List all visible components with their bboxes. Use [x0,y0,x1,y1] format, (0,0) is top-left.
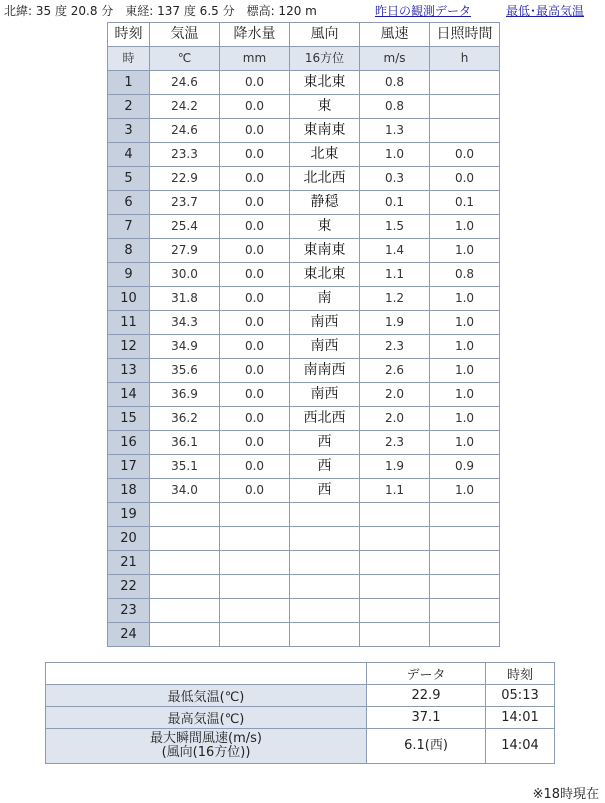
table-row [108,623,500,647]
temp-cell: 23.7 [150,191,220,215]
precip-cell: 0.0 [220,359,290,383]
table-row [108,119,500,143]
precip-cell: 0.0 [220,455,290,479]
temp-cell: 24.6 [150,71,220,95]
unit-header-row [108,47,500,71]
precip-cell: 0.0 [220,311,290,335]
table-row [108,503,500,527]
row-hour-cell: 18 [108,479,150,503]
col-header-wind-speed: 風速 [360,23,430,47]
wind-speed-cell: 1.1 [360,263,430,287]
wind-dir-cell: 西 [290,479,360,503]
summary-col-time: 時刻 [486,663,555,685]
table-row [108,575,500,599]
station-location: 北緯: 35 度 20.8 分 東経: 137 度 6.5 分 標高: 120 m [4,4,317,18]
sunshine-cell: 1.0 [430,431,500,455]
summary-value: 6.1(西) [367,729,486,764]
row-hour-cell: 17 [108,455,150,479]
observation-rows [108,71,500,647]
wind-dir-cell: 東 [290,215,360,239]
row-hour-cell: 1 [108,71,150,95]
summary-row-min-temp [46,685,555,707]
col-header-sunshine: 日照時間 [430,23,500,47]
wind-speed-cell: 2.0 [360,383,430,407]
wind-dir-cell: 東南東 [290,239,360,263]
sunshine-cell: 0.9 [430,455,500,479]
sunshine-cell: 1.0 [430,335,500,359]
temp-cell: 27.9 [150,239,220,263]
table-row [108,263,500,287]
sunshine-cell [430,551,500,575]
table-row [108,455,500,479]
wind-dir-cell: 南西 [290,383,360,407]
summary-value: 22.9 [367,685,486,707]
daily-summary-table [45,662,555,764]
row-hour-cell: 16 [108,431,150,455]
precip-cell: 0.0 [220,335,290,359]
wind-dir-cell: 西 [290,455,360,479]
unit-wind-speed: m/s [360,47,430,71]
unit-precip: mm [220,47,290,71]
row-hour-cell: 12 [108,335,150,359]
precip-cell [220,575,290,599]
wind-speed-cell: 1.5 [360,215,430,239]
table-row [108,167,500,191]
temp-cell: 34.0 [150,479,220,503]
unit-hour: 時 [108,47,150,71]
precip-cell: 0.0 [220,95,290,119]
sunshine-cell: 0.8 [430,263,500,287]
sunshine-cell [430,119,500,143]
temp-cell: 34.9 [150,335,220,359]
precip-cell [220,623,290,647]
row-hour-cell: 20 [108,527,150,551]
wind-dir-cell: 南西 [290,311,360,335]
summary-label-line2: (風向(16方位)) [161,745,251,760]
table-row [108,335,500,359]
sunshine-cell [430,71,500,95]
precip-cell [220,599,290,623]
wind-dir-cell [290,503,360,527]
temp-cell [150,575,220,599]
table-row [108,431,500,455]
wind-speed-cell: 0.8 [360,95,430,119]
row-hour-cell: 14 [108,383,150,407]
temp-cell: 25.4 [150,215,220,239]
wind-speed-cell [360,599,430,623]
summary-time: 05:13 [486,685,555,707]
wind-speed-cell: 2.3 [360,335,430,359]
table-row [108,359,500,383]
precip-cell [220,527,290,551]
row-hour-cell: 22 [108,575,150,599]
table-row [108,599,500,623]
sunshine-cell: 1.0 [430,239,500,263]
wind-speed-cell: 1.9 [360,311,430,335]
summary-label: 最高気温(℃) [46,707,367,729]
wind-speed-cell [360,623,430,647]
summary-row-max-temp [46,707,555,729]
wind-dir-cell [290,527,360,551]
temp-cell: 36.2 [150,407,220,431]
temp-cell [150,551,220,575]
sunshine-cell: 1.0 [430,311,500,335]
sunshine-cell [430,599,500,623]
precip-cell [220,503,290,527]
precip-cell: 0.0 [220,287,290,311]
wind-speed-cell: 1.3 [360,119,430,143]
sunshine-cell: 1.0 [430,407,500,431]
col-header-wind-dir: 風向 [290,23,360,47]
precip-cell: 0.0 [220,407,290,431]
summary-col-data: データ [367,663,486,685]
wind-dir-cell: 西 [290,431,360,455]
summary-time: 14:01 [486,707,555,729]
wind-dir-cell: 東南東 [290,119,360,143]
wind-dir-cell: 北東 [290,143,360,167]
precip-cell: 0.0 [220,215,290,239]
temp-cell: 24.2 [150,95,220,119]
wind-speed-cell: 1.2 [360,287,430,311]
sunshine-cell: 1.0 [430,359,500,383]
row-hour-cell: 10 [108,287,150,311]
station-header [4,2,604,20]
wind-speed-cell: 1.4 [360,239,430,263]
sunshine-cell [430,623,500,647]
wind-dir-cell [290,599,360,623]
temp-cell [150,503,220,527]
sunshine-cell [430,503,500,527]
sunshine-cell: 1.0 [430,383,500,407]
summary-row-max-gust [46,729,555,764]
wind-speed-cell: 2.6 [360,359,430,383]
column-header-row [108,23,500,47]
wind-dir-cell [290,575,360,599]
precip-cell: 0.0 [220,479,290,503]
precip-cell: 0.0 [220,383,290,407]
wind-dir-cell: 東北東 [290,263,360,287]
prev-day-data-link[interactable]: 昨日の観測データ [375,4,472,18]
summary-label [46,729,367,764]
temp-cell: 35.6 [150,359,220,383]
temp-cell: 34.3 [150,311,220,335]
summary-label: 最低気温(℃) [46,685,367,707]
wind-dir-cell: 南南西 [290,359,360,383]
precip-cell: 0.0 [220,191,290,215]
temp-cell [150,527,220,551]
row-hour-cell: 6 [108,191,150,215]
summary-header-row [46,663,555,685]
wind-speed-cell [360,575,430,599]
sunshine-cell: 0.0 [430,143,500,167]
temp-cell: 30.0 [150,263,220,287]
temp-cell: 36.9 [150,383,220,407]
table-row [108,527,500,551]
row-hour-cell: 9 [108,263,150,287]
col-header-hour: 時刻 [108,23,150,47]
summary-corner-cell [46,663,367,685]
sunshine-cell: 1.0 [430,287,500,311]
sunshine-cell [430,527,500,551]
wind-speed-cell: 1.9 [360,455,430,479]
table-row [108,407,500,431]
wind-speed-cell: 2.0 [360,407,430,431]
table-row [108,551,500,575]
table-row [108,191,500,215]
unit-sunshine: h [430,47,500,71]
row-hour-cell: 3 [108,119,150,143]
table-row [108,95,500,119]
row-hour-cell: 2 [108,95,150,119]
precip-cell: 0.0 [220,239,290,263]
temp-cell: 35.1 [150,455,220,479]
summary-label-line1: 最大瞬間風速(m/s) [150,731,262,746]
wind-dir-cell: 静穏 [290,191,360,215]
wind-dir-cell [290,623,360,647]
row-hour-cell: 5 [108,167,150,191]
sunshine-cell [430,95,500,119]
table-row [108,311,500,335]
wind-dir-cell: 南 [290,287,360,311]
wind-speed-cell: 0.1 [360,191,430,215]
table-row [108,215,500,239]
table-row [108,287,500,311]
sunshine-cell: 1.0 [430,479,500,503]
row-hour-cell: 21 [108,551,150,575]
wind-dir-cell: 西北西 [290,407,360,431]
wind-speed-cell: 2.3 [360,431,430,455]
wind-speed-cell [360,527,430,551]
row-hour-cell: 19 [108,503,150,527]
wind-dir-cell: 東北東 [290,71,360,95]
row-hour-cell: 24 [108,623,150,647]
table-row [108,143,500,167]
summary-value: 37.1 [367,707,486,729]
col-header-temp: 気温 [150,23,220,47]
precip-cell: 0.0 [220,431,290,455]
row-hour-cell: 23 [108,599,150,623]
row-hour-cell: 15 [108,407,150,431]
temp-cell: 36.1 [150,431,220,455]
wind-dir-cell: 北北西 [290,167,360,191]
unit-temp: ℃ [150,47,220,71]
wind-speed-cell [360,503,430,527]
col-header-precip: 降水量 [220,23,290,47]
table-row [108,383,500,407]
temp-cell [150,599,220,623]
precip-cell [220,551,290,575]
temp-cell: 22.9 [150,167,220,191]
sunshine-cell: 1.0 [430,215,500,239]
row-hour-cell: 13 [108,359,150,383]
wind-speed-cell: 1.1 [360,479,430,503]
precip-cell: 0.0 [220,119,290,143]
table-row [108,479,500,503]
wind-speed-cell [360,551,430,575]
wind-dir-cell: 東 [290,95,360,119]
sunshine-cell [430,575,500,599]
wind-dir-cell [290,551,360,575]
temp-cell: 24.6 [150,119,220,143]
precip-cell: 0.0 [220,263,290,287]
precip-cell: 0.0 [220,71,290,95]
hourly-observation-table [107,22,500,647]
min-max-temp-link[interactable]: 最低･最高気温 [506,4,585,18]
precip-cell: 0.0 [220,143,290,167]
temp-cell: 31.8 [150,287,220,311]
sunshine-cell: 0.0 [430,167,500,191]
wind-dir-cell: 南西 [290,335,360,359]
row-hour-cell: 11 [108,311,150,335]
wind-speed-cell: 0.8 [360,71,430,95]
precip-cell: 0.0 [220,167,290,191]
row-hour-cell: 7 [108,215,150,239]
summary-time: 14:04 [486,729,555,764]
table-row [108,71,500,95]
row-hour-cell: 4 [108,143,150,167]
sunshine-cell: 0.1 [430,191,500,215]
unit-wind-dir: 16方位 [290,47,360,71]
table-row [108,239,500,263]
temp-cell: 23.3 [150,143,220,167]
wind-speed-cell: 0.3 [360,167,430,191]
as-of-note: ※18時現在 [532,787,599,802]
wind-speed-cell: 1.0 [360,143,430,167]
row-hour-cell: 8 [108,239,150,263]
temp-cell [150,623,220,647]
